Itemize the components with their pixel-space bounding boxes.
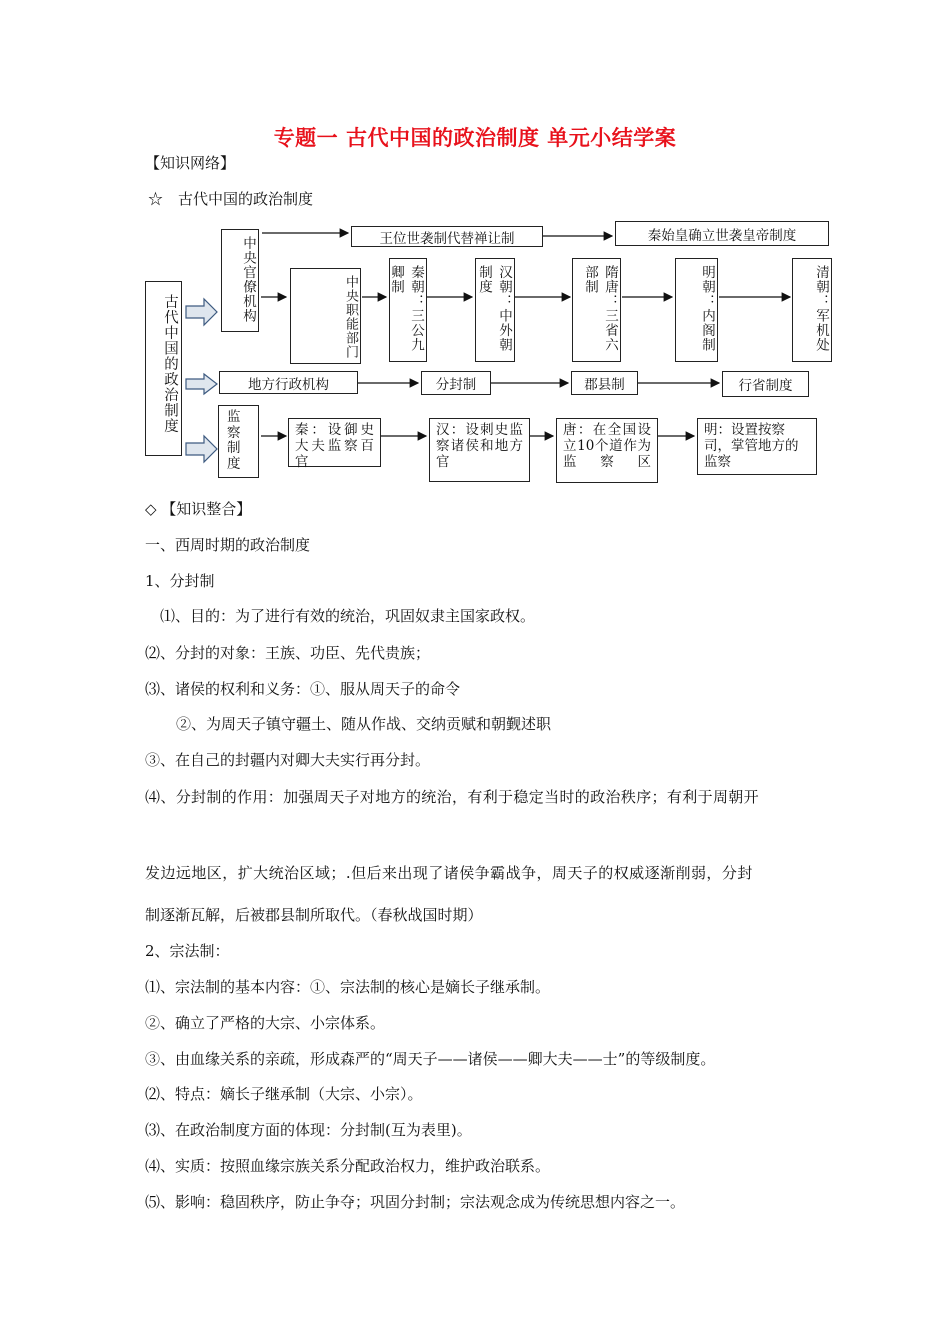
supervision-label: 监察制度 — [227, 409, 241, 472]
para-line: ③、由血缘关系的亲疏，形成森严的“周天子——诸侯——卿大夫——士”的等级制度。 — [145, 1050, 716, 1068]
fenfeng-box: 分封制 — [421, 371, 491, 395]
supervision-tang-box: 唐：在全国设立10个道作为监察区 — [556, 418, 658, 483]
para-line: ⑶、在政治制度方面的体现：分封制(互为表里)。 — [145, 1121, 472, 1139]
para-line: ⑵、分封的对象：王族、功臣、先代贵族； — [145, 644, 431, 662]
heading-western-zhou: 一、西周时期的政治制度 — [145, 536, 311, 554]
xingsheng-box: 行省制度 — [722, 371, 809, 397]
junxian-box: 郡县制 — [571, 371, 638, 395]
central-functions-box: 中央职能部门 — [290, 268, 361, 364]
para-line: ③、在自己的封疆内对卿大夫实行再分封。 — [145, 751, 431, 769]
para-line: ⑷、实质：按照血缘宗族关系分配政治权力，维护政治联系。 — [145, 1157, 551, 1175]
qin-emperor-box: 秦始皇确立世袭皇帝制度 — [615, 221, 829, 246]
succession-box: 王位世袭制代替禅让制 — [351, 226, 543, 247]
section-knowledge-integration: ◇ 【知识整合】 — [145, 500, 252, 518]
para-line: ⑸、影响：稳固秩序，防止争夺；巩固分封制；宗法观念成为传统思想内容之一。 — [145, 1193, 686, 1211]
section-knowledge-network: 【知识网络】 — [145, 154, 236, 172]
supervision-box — [218, 405, 259, 478]
page-title: 专题一 古代中国的政治制度 单元小结学案 — [273, 126, 677, 150]
heading-fenfeng: 1、分封制 — [145, 572, 215, 590]
sui-tang-box: 隋唐：三省六部制 — [572, 258, 621, 362]
para-line: ⑵、特点：嫡长子继承制（大宗、小宗）。 — [145, 1085, 423, 1103]
para-line: ②、确立了严格的大宗、小宗体系。 — [145, 1014, 386, 1032]
heading-zongfa: 2、宗法制： — [145, 942, 230, 960]
para-line: ②、为周天子镇守疆土、随从作战、交纳贡赋和朝觐述职 — [176, 715, 552, 733]
supervision-qin-box: 秦：设御史大夫监察百官 — [288, 418, 381, 467]
supervision-han-box: 汉：设刺史监察诸侯和地方官 — [429, 418, 530, 482]
diagram-root-box: 古代中国的政治制度 — [145, 281, 182, 456]
para-line: ⑴、宗法制的基本内容：①、宗法制的核心是嫡长子继承制。 — [145, 978, 551, 996]
para-line: ⑶、诸侯的权利和义务：①、服从周天子的命令 — [145, 680, 461, 698]
ming-dynasty-box: 明朝：内阁制 — [675, 258, 718, 362]
para-line: ⑷、分封制的作用：加强周天子对地方的统治，有利于稳定当时的政治秩序；有利于周朝开 — [145, 788, 760, 806]
han-dynasty-box: 汉朝：中外朝制度 — [475, 258, 515, 362]
diagram-heading: ☆ 古代中国的政治制度 — [148, 190, 314, 208]
para-line: 发边远地区，扩大统治区域；.但后来出现了诸侯争霸战争，周天子的权威逐渐削弱，分封 — [145, 864, 753, 882]
qin-dynasty-box: 秦朝：三公九卿制 — [389, 258, 427, 362]
para-line: ⑴、目的：为了进行有效的统治，巩固奴隶主国家政权。 — [160, 607, 536, 625]
para-line: 制逐渐瓦解，后被郡县制所取代。（春秋战国时期） — [145, 906, 483, 924]
local-administration-box: 地方行政机构 — [219, 371, 358, 394]
qing-dynasty-box: 清朝：军机处 — [792, 258, 832, 362]
central-bureaucracy-box: 中央官僚机构 — [221, 229, 259, 332]
supervision-ming-box: 明：设置按察司，掌管地方的监察 — [697, 418, 817, 475]
